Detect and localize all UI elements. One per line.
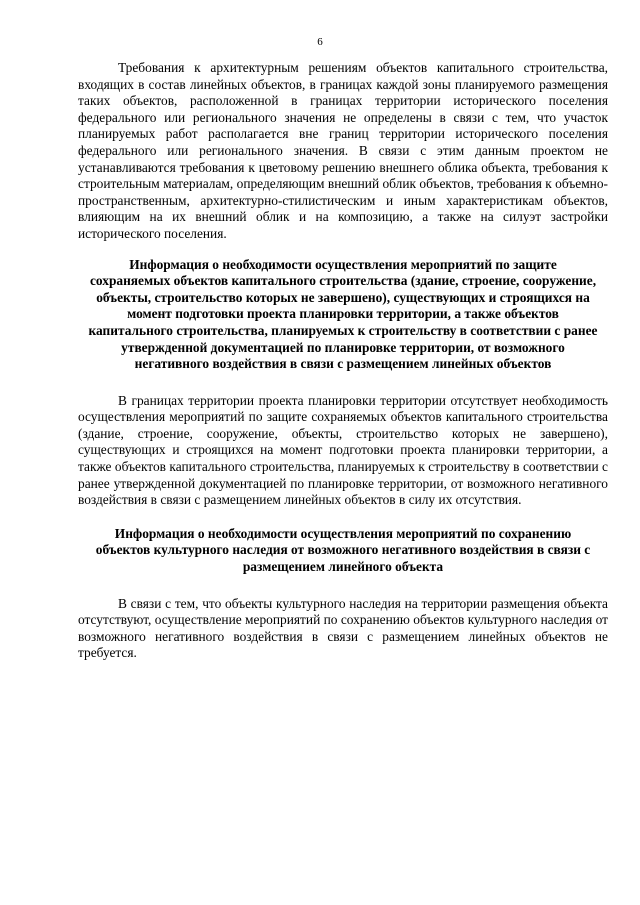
paragraph-protection-measures: В границах территории проекта планировки территории отсутствует необходимость осуществления мероприятий по защите сохраняемых объектов капитального строительства (здание, строение, сооружение, объекты, строительство которых не завершено), существующих и строящихся на момент подготовки проекта планировки территории, а также объектов капитального строительства, планируемых к строительству в соответствии с ранее утвержденной документацией по планировке территории, от возможного негативного воздействия в связи с размещением линейных объектов в силу их отсутствия. (78, 392, 608, 508)
spacer (78, 509, 608, 526)
page-number: 6 (317, 36, 323, 48)
spacer (78, 243, 608, 257)
document-body (78, 60, 608, 662)
spacer (78, 373, 608, 393)
paragraph-cultural-heritage: В связи с тем, что объекты культурного наследия на территории размещения объекта отсутствуют, осуществление мероприятий по сохранению объектов культурного наследия от возможного негативного воздействия в связи с размещением линейных объектов не требуется. (78, 595, 608, 661)
heading-cultural-heritage: Информация о необходимости осуществления мероприятий по сохранению объектов культурного наследия от возможного негативного воздействия в связи с размещением линейного объекта (95, 525, 591, 575)
spacer (78, 576, 608, 596)
paragraph-architectural-requirements: Требования к архитектурным решениям объектов капитального строительства, входящих в состав линейных объектов, в границах каждой зоны планируемого размещения таких объектов, расположенной в границах территории исторического поселения федерального или регионального значения не определены в связи с тем, что участок планируемых работ располагается вне границ территории исторического поселения федерального или регионального значения. В связи с этим данным проектом не устанавливаются требования к цветовому решению внешнего облика объекта, требования к строительным материалам, определяющим внешний облик объектов, требования к объемно-пространственным, архитектурно-стилистическим и иным характеристикам объектов, влияющим на их внешний облик и на композицию, а также на силуэт застройки исторического поселения. (78, 60, 608, 241)
heading-protection-measures: Информация о необходимости осуществления мероприятий по защите сохраняемых объектов капитального строительства (здание, строение, сооружение, объекты, строительство которых не завершено), существующих и строящихся на момент подготовки проекта планировки территории, а также объектов капитального строительства, планируемых к строительству в соответствии с ранее утвержденной документацией по планировке территории, от возможного негативного воздействия в связи с размещением линейных объектов (88, 256, 598, 372)
